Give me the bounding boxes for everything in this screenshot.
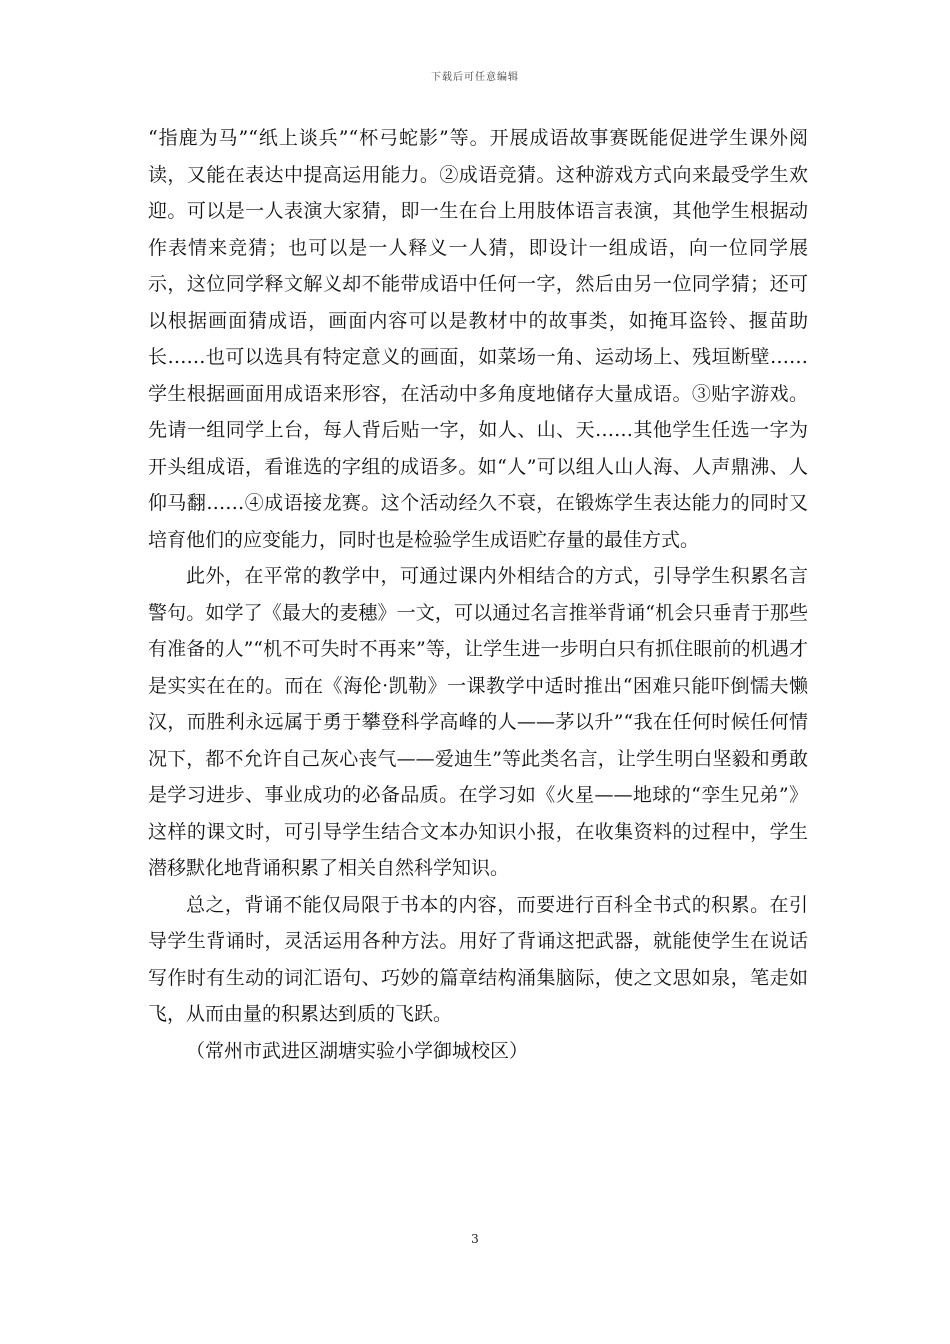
document-body bbox=[148, 120, 808, 1069]
body-paragraph-1: “指鹿为马”“纸上谈兵”“杯弓蛇影”等。开展成语故事赛既能促进学生课外阅读，又能在表达中提高运用能力。②成语竞猜。这种游戏方式向来最受学生欢迎。可以是一人表演大家猜，即一生在台上用肢体语言表演，其他学生根据动作表情来竞猜；也可以是一人释义一人猜，即设计一组成语，向一位同学展示，这位同学释文解义却不能带成语中任何一字，然后由另一位同学猜；还可以根据画面猜成语，画面内容可以是教材中的故事类，如掩耳盗铃、揠苗助长……也可以选具有特定意义的画面，如菜场一角、运动场上、残垣断壁……学生根据画面用成语来形容，在活动中多角度地储存大量成语。③贴字游戏。先请一组同学上台，每人背后贴一字，如人、山、天……其他学生任选一字为开头组成语，看谁选的字组的成语多。如“人”可以组人山人海、人声鼎沸、人仰马翻……④成语接龙赛。这个活动经久不衰，在锻炼学生表达能力的同时又培育他们的应变能力，同时也是检验学生成语贮存量的最佳方式。 bbox=[148, 127, 808, 551]
page-header: 下载后可任意编辑 bbox=[431, 72, 519, 83]
page-number: 3 bbox=[471, 1232, 479, 1246]
author-affiliation: （常州市武进区湖塘实验小学御城校区） bbox=[186, 1039, 529, 1062]
body-paragraph-2: 此外，在平常的教学中，可通过课内外相结合的方式，引导学生积累名言警句。如学了《最大的麦穗》一文，可以通过名言推举背诵“机会只垂青于那些有准备的人”“机不可失时不再来”等，让学生进一步明白只有抓住眼前的机遇才是实实在在的。而在《海伦·凯勒》一课教学中适时推出“困难只能吓倒懦夫懒汉，而胜利永远属于勇于攀登科学高峰的人——茅以升”“我在任何时候任何情况下，都不允许自己灰心丧气——爱迪生”等此类名言，让学生明白坚毅和勇敢是学习进步、事业成功的必备品质。在学习如《火星——地球的“孪生兄弟”》这样的课文时，可引导学生结合文本办知识小报，在收集资料的过程中，学生潜移默化地背诵积累了相关自然科学知识。 bbox=[148, 565, 808, 879]
body-paragraph-3: 总之，背诵不能仅局限于书本的内容，而要进行百科全书式的积累。在引导学生背诵时，灵活运用各种方法。用好了背诵这把武器，就能使学生在说话写作时有生动的词汇语句、巧妙的篇章结构涌集脑际，使之文思如泉，笔走如飞，从而由量的积累达到质的飞跃。 bbox=[148, 893, 808, 1025]
